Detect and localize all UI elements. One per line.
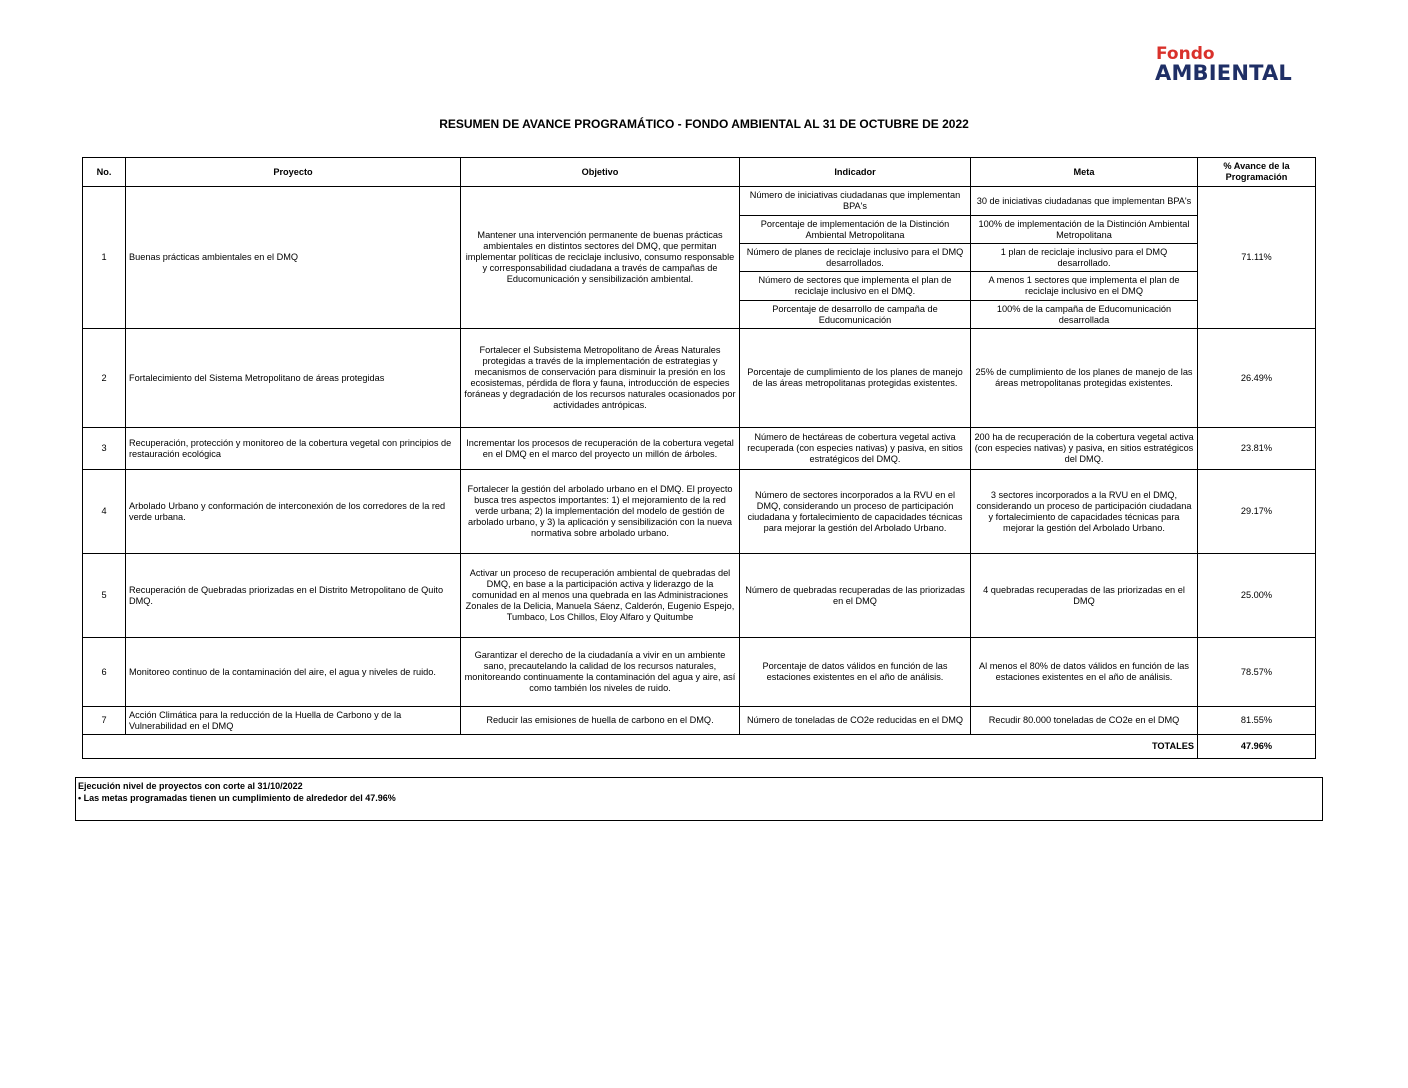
row-meta: 25% de cumplimiento de los planes de manejo de las áreas metropolitanas protegidas existentes.	[971, 329, 1198, 428]
row-meta: 4 quebradas recuperadas de las priorizadas en el DMQ	[971, 554, 1198, 638]
totals-row	[83, 735, 1316, 759]
table-row	[83, 707, 1316, 735]
row-no: 3	[83, 428, 126, 470]
row-meta: 30 de iniciativas ciudadanas que implementan BPA's	[971, 187, 1198, 216]
table-row	[83, 329, 1316, 428]
row-meta: A menos 1 sectores que implementa el plan de reciclaje inclusivo en el DMQ	[971, 272, 1198, 301]
row-avance: 23.81%	[1198, 428, 1316, 470]
row-objetivo: Activar un proceso de recuperación ambiental de quebradas del DMQ, en base a la participación activa y liderazgo de la comunidad en al menos una quebrada en las Administraciones Zonales de la Delicia, Manuela Sáenz, Calderón, Eugenio Espejo, Tumbaco, Los Chillos, Eloy Alfaro y Quitumbe	[461, 554, 740, 638]
header-avance: % Avance de la Programación	[1198, 158, 1316, 187]
row-objetivo: Incrementar los procesos de recuperación de la cobertura vegetal en el DMQ en el marco del proyecto un millón de árboles.	[461, 428, 740, 470]
row-proyecto: Buenas prácticas ambientales en el DMQ	[126, 187, 461, 329]
logo-line-2: AMBIENTAL	[1155, 61, 1293, 85]
row-indicador: Número de quebradas recuperadas de las priorizadas en el DMQ	[740, 554, 971, 638]
notes-line-2: • Las metas programadas tienen un cumplimiento de alrededor del 47.96%	[78, 793, 396, 803]
header-objetivo: Objetivo	[461, 158, 740, 187]
row-objetivo: Reducir las emisiones de huella de carbono en el DMQ.	[461, 707, 740, 735]
row-meta: Recudir 80.000 toneladas de CO2e en el DMQ	[971, 707, 1198, 735]
row-proyecto: Recuperación de Quebradas priorizadas en el Distrito Metropolitano de Quito DMQ.	[126, 554, 461, 638]
row-meta: Al menos el 80% de datos válidos en función de las estaciones existentes en el año de análisis.	[971, 638, 1198, 707]
row-avance: 25.00%	[1198, 554, 1316, 638]
row-avance: 29.17%	[1198, 470, 1316, 554]
table-row	[83, 187, 1316, 216]
row-proyecto: Arbolado Urbano y conformación de interconexión de los corredores de la red verde urbana.	[126, 470, 461, 554]
header-proyecto: Proyecto	[126, 158, 461, 187]
row-meta: 100% de implementación de la Distinción Ambiental Metropolitana	[971, 216, 1198, 244]
table-header-row	[83, 158, 1316, 187]
header-indicador: Indicador	[740, 158, 971, 187]
row-no: 4	[83, 470, 126, 554]
header-meta: Meta	[971, 158, 1198, 187]
row-indicador: Porcentaje de datos válidos en función de las estaciones existentes en el año de análisis.	[740, 638, 971, 707]
table-row	[83, 638, 1316, 707]
row-proyecto: Monitoreo continuo de la contaminación del aire, el agua y niveles de ruido.	[126, 638, 461, 707]
row-no: 1	[83, 187, 126, 329]
row-indicador: Número de planes de reciclaje inclusivo para el DMQ desarrollados.	[740, 244, 971, 272]
row-indicador: Número de sectores que implementa el plan de reciclaje inclusivo en el DMQ.	[740, 272, 971, 301]
row-indicador: Número de hectáreas de cobertura vegetal activa recuperada (con especies nativas) y pasiva, en sitios estratégicos del DMQ.	[740, 428, 971, 470]
header-no: No.	[83, 158, 126, 187]
row-proyecto: Acción Climática para la reducción de la Huella de Carbono y de la Vulnerabilidad en el DMQ	[126, 707, 461, 735]
table-row	[83, 554, 1316, 638]
row-objetivo: Garantizar el derecho de la ciudadanía a vivir en un ambiente sano, precautelando la calidad de los recursos naturales, monitoreando continuamente la contaminación del agua y aire, así como también los niveles de ruido.	[461, 638, 740, 707]
document-title: RESUMEN DE AVANCE PROGRAMÁTICO - FONDO AMBIENTAL AL 31 DE OCTUBRE DE 2022	[439, 117, 969, 131]
row-no: 2	[83, 329, 126, 428]
fondo-ambiental-logo	[1152, 44, 1292, 88]
notes-line-1: Ejecución nivel de proyectos con corte al 31/10/2022	[78, 781, 303, 791]
row-proyecto: Recuperación, protección y monitoreo de la cobertura vegetal con principios de restauración ecológica	[126, 428, 461, 470]
row-objetivo: Fortalecer el Subsistema Metropolitano de Áreas Naturales protegidas a través de la implementación de estrategias y mecanismos de conservación para disminuir la presión en los ecosistemas, pérdida de flora y fauna, introducción de especies foráneas y degradación de los recursos naturales ocasionados por actividades antrópicas.	[461, 329, 740, 428]
row-indicador: Porcentaje de implementación de la Distinción Ambiental Metropolitana	[740, 216, 971, 244]
row-avance: 71.11%	[1198, 187, 1316, 329]
row-indicador: Porcentaje de cumplimiento de los planes de manejo de las áreas metropolitanas protegidas existentes.	[740, 329, 971, 428]
row-no: 6	[83, 638, 126, 707]
row-indicador: Número de iniciativas ciudadanas que implementan BPA's	[740, 187, 971, 216]
row-indicador: Porcentaje de desarrollo de campaña de Educomunicación	[740, 301, 971, 329]
table-row	[83, 428, 1316, 470]
row-indicador: Número de sectores incorporados a la RVU en el DMQ, considerando un proceso de participación ciudadana y fortalecimiento de capacidades técnicas para mejorar la gestión del Arbolado Urbano.	[740, 470, 971, 554]
row-no: 7	[83, 707, 126, 735]
totals-value: 47.96%	[1198, 735, 1316, 759]
row-meta: 100% de la campaña de Educomunicación desarrollada	[971, 301, 1198, 329]
row-meta: 200 ha de recuperación de la cobertura vegetal activa (con especies nativas) y pasiva, en sitios estratégicos del DMQ.	[971, 428, 1198, 470]
table-row	[83, 470, 1316, 554]
row-objetivo: Fortalecer la gestión del arbolado urbano en el DMQ. El proyecto busca tres aspectos importantes: 1) el mejoramiento de la red verde urbana; 2) la implementación del modelo de gestión de arbolado urbano, y 3) la aplicación y sensibilización con la nueva normativa sobre arbolado urbano.	[461, 470, 740, 554]
row-meta: 1 plan de reciclaje inclusivo para el DMQ desarrollado.	[971, 244, 1198, 272]
logo-line-1: Fondo	[1156, 44, 1215, 64]
row-indicador: Número de toneladas de CO2e reducidas en el DMQ	[740, 707, 971, 735]
row-avance: 26.49%	[1198, 329, 1316, 428]
row-avance: 81.55%	[1198, 707, 1316, 735]
row-objetivo: Mantener una intervención permanente de buenas prácticas ambientales en distintos sectores del DMQ, que permitan implementar políticas de reciclaje inclusivo, consumo responsable y corresponsabilidad ciudadana a través de campañas de Educomunicación y sensibilización ambiental.	[461, 187, 740, 329]
row-no: 5	[83, 554, 126, 638]
row-avance: 78.57%	[1198, 638, 1316, 707]
row-proyecto: Fortalecimiento del Sistema Metropolitano de áreas protegidas	[126, 329, 461, 428]
totals-label: TOTALES	[83, 735, 1198, 759]
notes-box	[75, 777, 1323, 821]
row-meta: 3 sectores incorporados a la RVU en el DMQ, considerando un proceso de participación ciudadana y fortalecimiento de capacidades técnicas para mejorar la gestión del Arbolado Urbano.	[971, 470, 1198, 554]
summary-table	[82, 157, 1316, 759]
